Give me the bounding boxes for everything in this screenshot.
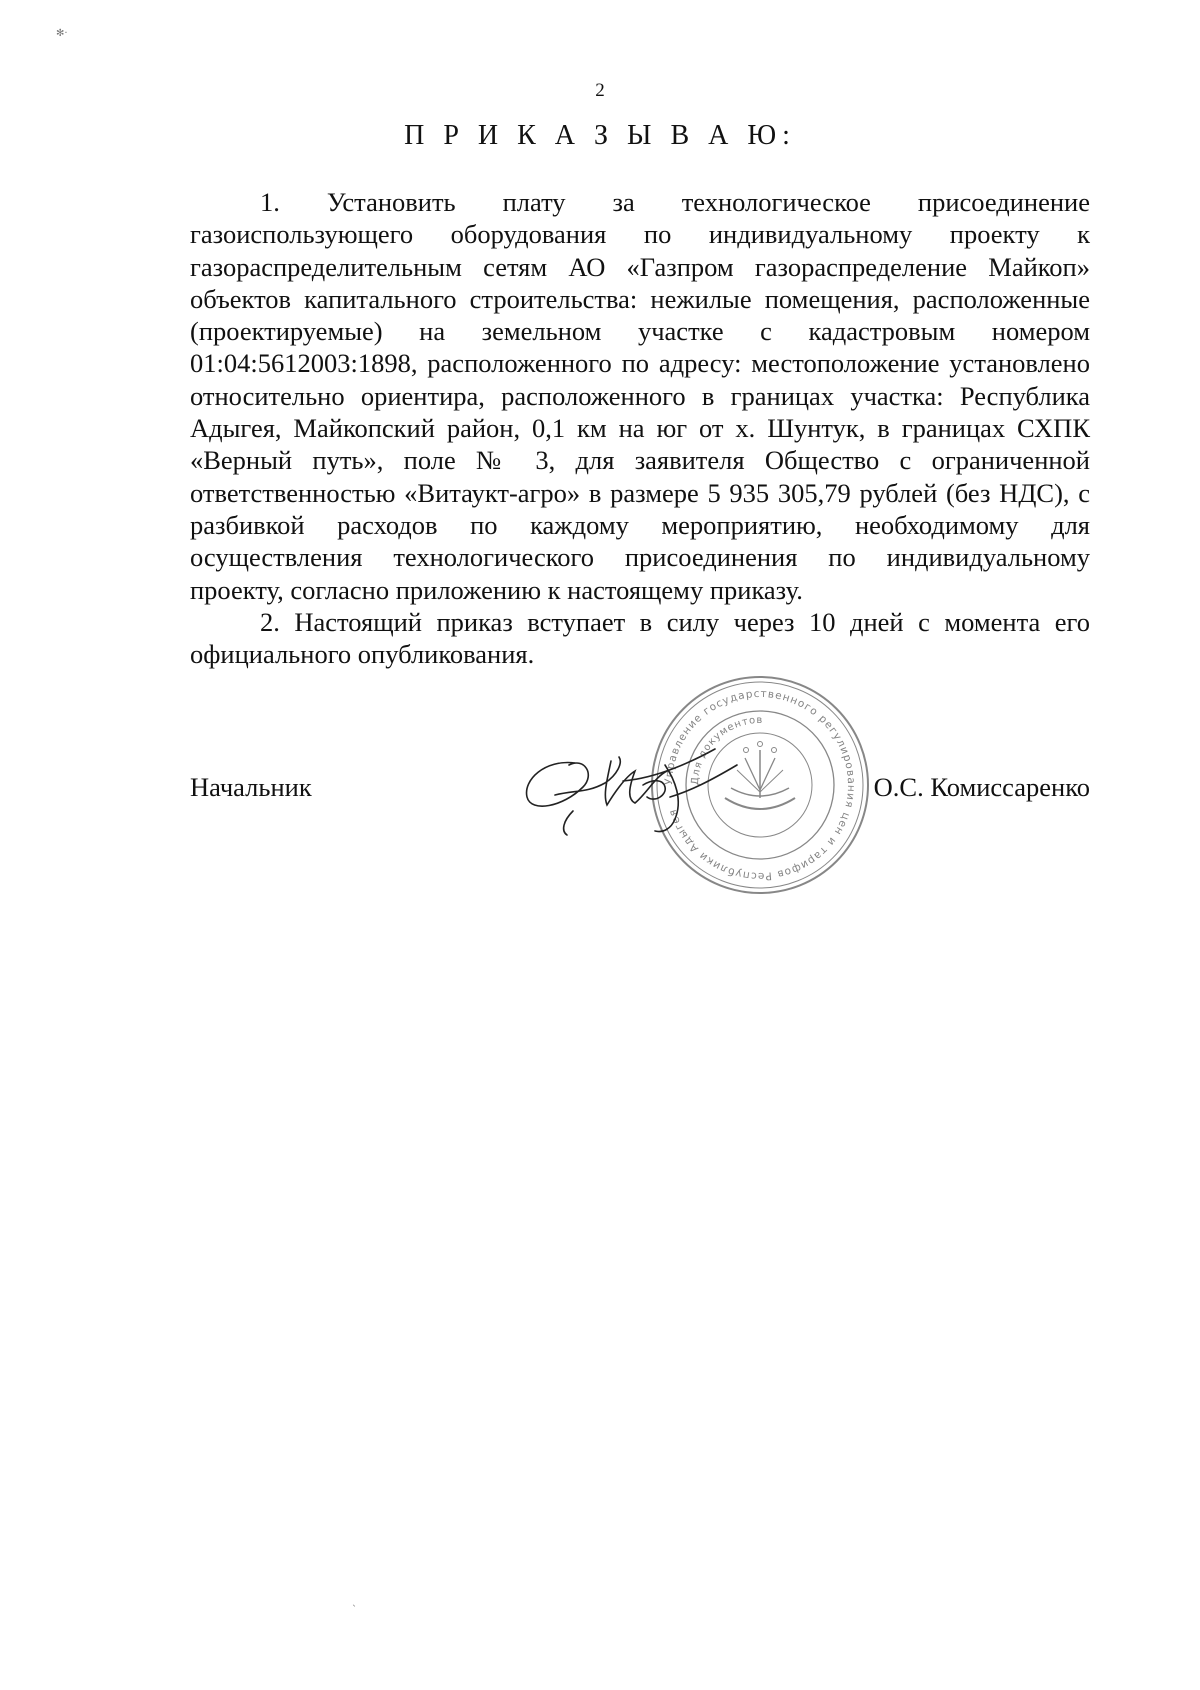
seal-inner-text: Для документов — [689, 714, 764, 786]
scan-artifact-bottom: ˎ — [352, 1596, 357, 1607]
order-heading: П Р И К А З Ы В А Ю: — [404, 120, 796, 151]
signer-name: О.С. Комиссаренко — [873, 772, 1090, 802]
order-body — [190, 186, 1090, 670]
order-item-1: 1. Установить плату за технологическое присоединение газоиспользующего оборудования по индивидуальному проекту к газораспределительным сетям АО «Газпром газораспределение Майкоп» объектов капитального строительства: нежилые помещения, расположенные (проектируемые) на земельном участке с кадастровым номером 01:04:5612003:1898, расположенного по адресу: местоположение установлено относительно ориентира, расположенного в границах участка: Республика Адыгея, Майкопский район, 0,1 км на юг от х. Шунтук, в границах СХПК «Верный путь», поле № 3, для заявителя Общество с ограниченной ответственностью «Витаукт-агро» в размере 5 935 305,79 рублей (без НДС), с разбивкой расходов по каждому мероприятию, необходимому для осуществления технологического присоединения по индивидуальному проекту, согласно приложению к настоящему приказу. — [190, 187, 1090, 605]
scan-artifact-top: ✻· — [56, 28, 68, 39]
handwritten-signature — [515, 735, 745, 845]
page-number: 2 — [595, 80, 605, 101]
seal-outer-text: Управление государственного регулирования цен и тарифов Республики Адыгея — [662, 687, 858, 883]
signer-title: Начальник — [190, 772, 312, 802]
order-item-2: 2. Настоящий приказ вступает в силу через 10 дней с момента его официального опубликования. — [190, 606, 1090, 670]
